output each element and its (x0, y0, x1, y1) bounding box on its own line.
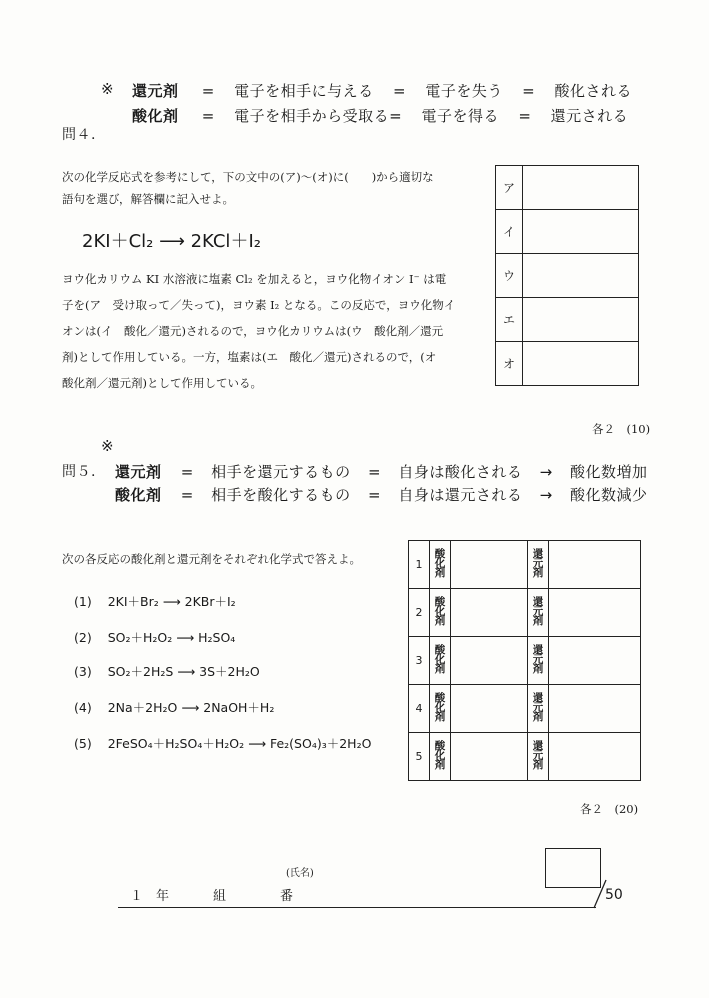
def2-line2: 酸化剤 = 相手を酸化するもの = 自身は還元される → 酸化数減少 (115, 486, 648, 504)
q5-reducer-cell-3[interactable] (549, 637, 641, 685)
q4-answer-label: エ (496, 298, 523, 342)
oxidizer-label: 酸化剤 (433, 740, 446, 769)
q4-answer-cell-u[interactable] (523, 254, 639, 298)
oxidizer-label: 酸化剤 (433, 548, 446, 577)
q4-points: 各２ (10) (592, 422, 651, 436)
q4-paragraph-line5: 酸化剤／還元剤)として作用している。 (62, 376, 262, 390)
q5-points: 各２ (20) (580, 802, 639, 816)
q5-reducer-cell-2[interactable] (549, 589, 641, 637)
q5-oxidizer-cell-2[interactable] (451, 589, 528, 637)
reducer-label: 還元剤 (531, 644, 544, 673)
def1-line1: 還元剤 = 電子を相手に与える = 電子を失う = 酸化される (132, 82, 632, 100)
q5-oxidizer-cell-3[interactable] (451, 637, 528, 685)
reducer-label: 還元剤 (531, 740, 544, 769)
q5-reducer-cell-5[interactable] (549, 733, 641, 781)
q5-oxidizer-cell-4[interactable] (451, 685, 528, 733)
q4-instruction-line1: 次の化学反応式を参考にして，下の文中の(ア)～(オ)に( )から適切な (62, 170, 434, 184)
q5-reaction-5: (5) 2FeSO₄＋H₂SO₄＋H₂O₂ ⟶ Fe₂(SO₄)₃＋2H₂O (74, 736, 372, 751)
q4-answer-label: オ (496, 342, 523, 386)
q4-answer-cell-o[interactable] (523, 342, 639, 386)
q4-equation: 2KI＋Cl₂ ⟶ 2KCl＋I₂ (82, 231, 261, 252)
number-label: 番 (280, 889, 294, 904)
def2-line2-term: 酸化剤 (115, 486, 162, 504)
class-label: 組 (213, 889, 227, 904)
name-label: (氏名) (286, 868, 314, 879)
q5-row-number: 4 (409, 685, 430, 733)
q4-answer-cell-a[interactable] (523, 166, 639, 210)
q5-reaction-4: (4) 2Na＋2H₂O ⟶ 2NaOH＋H₂ (74, 700, 275, 715)
q4-label: 問４. (62, 127, 96, 143)
def1-line1-term: 還元剤 (132, 82, 179, 100)
q4-paragraph-line2: 子を(ア 受け取って／失って)，ヨウ素 I₂ となる。この反応で，ヨウ化物イ (62, 298, 456, 312)
q5-reaction-3: (3) SO₂＋2H₂S ⟶ 3S＋2H₂O (74, 664, 260, 679)
q4-answer-label: ウ (496, 254, 523, 298)
def1-mark: ※ (101, 80, 115, 98)
q5-instruction: 次の各反応の酸化剤と還元剤をそれぞれ化学式で答えよ。 (62, 552, 361, 566)
oxidizer-label: 酸化剤 (433, 644, 446, 673)
q5-oxidizer-cell-5[interactable] (451, 733, 528, 781)
q4-answer-cell-e[interactable] (523, 298, 639, 342)
reducer-label: 還元剤 (531, 548, 544, 577)
q5-oxidizer-cell-1[interactable] (451, 541, 528, 589)
def2-mark: ※ (101, 437, 115, 455)
oxidizer-label: 酸化剤 (433, 596, 446, 625)
q5-row-number: 1 (409, 541, 430, 589)
def2-line1-term: 還元剤 (115, 463, 162, 481)
total-score: 50 (605, 887, 623, 903)
q4-answer-table (495, 165, 639, 386)
q4-instruction-line2: 語句を選び，解答欄に記入せよ。 (62, 192, 235, 206)
q5-row-number: 2 (409, 589, 430, 637)
def1-line2-term: 酸化剤 (132, 107, 179, 125)
oxidizer-label: 酸化剤 (433, 692, 446, 721)
q4-answer-label: ア (496, 166, 523, 210)
q5-label: 問５. (62, 464, 96, 480)
def1-line2: 酸化剤 = 電子を相手から受取る= 電子を得る = 還元される (132, 107, 629, 125)
q5-reducer-cell-1[interactable] (549, 541, 641, 589)
reducer-label: 還元剤 (531, 596, 544, 625)
q4-answer-label: イ (496, 210, 523, 254)
q4-paragraph-line4: 剤)として作用している。一方，塩素は(エ 酸化／還元)されるので，(オ (62, 350, 437, 364)
q4-paragraph-line3: オンは(イ 酸化／還元)されるので，ヨウ化カリウムは(ウ 酸化剤／還元 (62, 324, 444, 338)
def2-line1: 還元剤 = 相手を還元するもの = 自身は酸化される → 酸化数増加 (115, 463, 648, 481)
q5-reducer-cell-4[interactable] (549, 685, 641, 733)
name-underline (118, 907, 596, 908)
q4-answer-cell-i[interactable] (523, 210, 639, 254)
q4-paragraph-line1: ヨウ化カリウム KI 水溶液に塩素 Cl₂ を加えると，ヨウ化物イオン I⁻ は電 (62, 272, 447, 286)
q5-reaction-2: (2) SO₂＋H₂O₂ ⟶ H₂SO₄ (74, 630, 236, 645)
q5-row-number: 5 (409, 733, 430, 781)
reducer-label: 還元剤 (531, 692, 544, 721)
q5-answer-table (408, 540, 641, 781)
q5-row-number: 3 (409, 637, 430, 685)
grade-label: １ 年 (130, 889, 170, 904)
q5-reaction-1: (1) 2KI＋Br₂ ⟶ 2KBr＋I₂ (74, 594, 236, 609)
